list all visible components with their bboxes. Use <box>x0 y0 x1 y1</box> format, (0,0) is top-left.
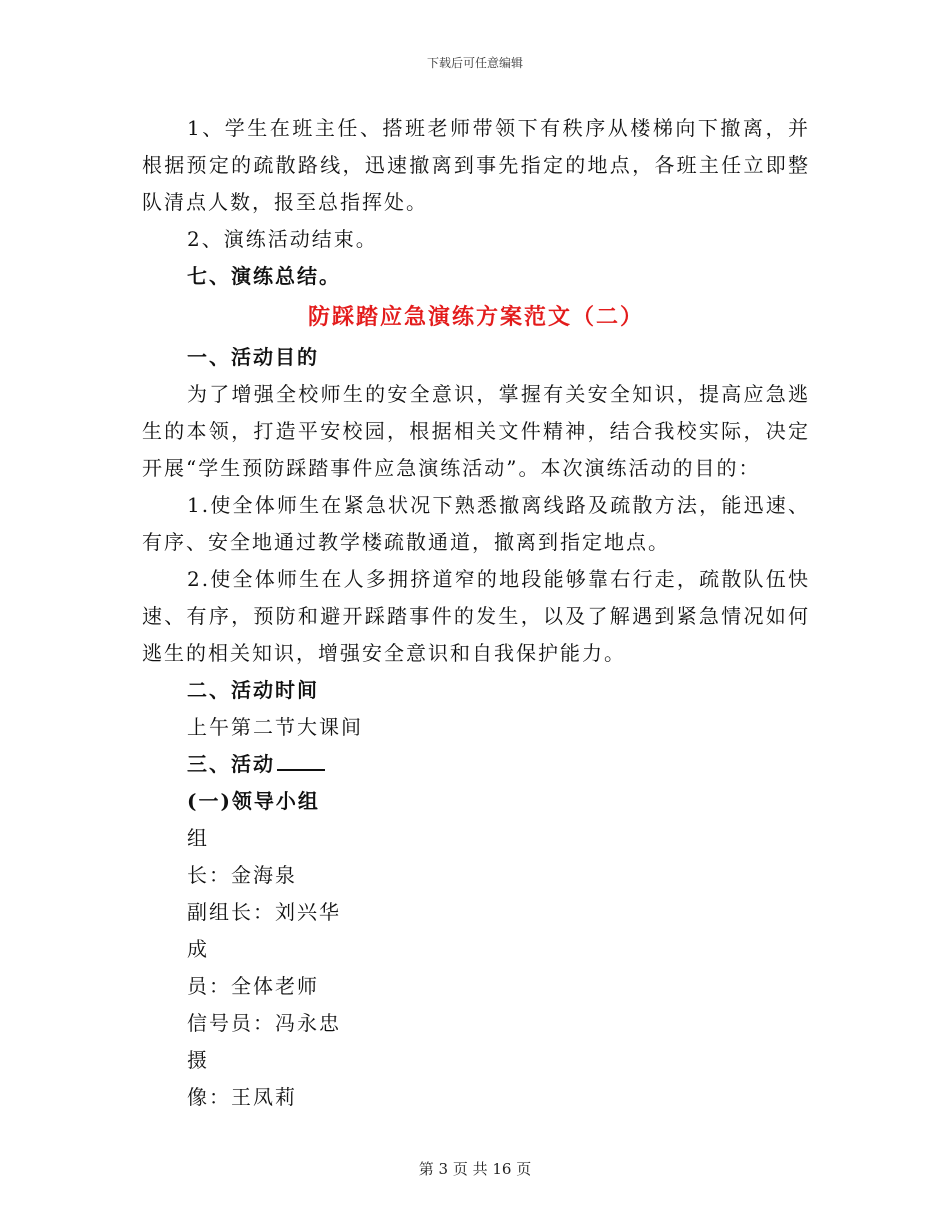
role-line: 信号员：冯永忠 <box>187 1011 341 1035</box>
role-line: 长：金海泉 <box>187 863 297 887</box>
paragraph-time: 上午第二节大课间 <box>187 715 363 739</box>
heading-time: 二、活动时间 <box>187 678 319 702</box>
role-line: 成 <box>187 937 209 961</box>
role-line: 摄 <box>187 1048 209 1072</box>
role-line: 员：全体老师 <box>187 974 319 998</box>
paragraph-goal-1: 1.使全体师生在紧急状况下熟悉撤离线路及疏散方法，能迅速、有序、安全地通过教学楼疏散通道，撤离到指定地点。 <box>142 493 810 554</box>
page-footer: 第 3 页 共 16 页 <box>418 1160 532 1178</box>
heading-activity <box>142 746 810 783</box>
document-body <box>142 110 810 1116</box>
paragraph-goal-2: 2.使全体师生在人多拥挤道窄的地段能够靠右行走，疏散队伍快速、有序，预防和避开踩踏事件的发生，以及了解遇到紧急情况如何逃生的相关知识，增强安全意识和自我保护能力。 <box>142 567 810 665</box>
paragraph-end: 2、演练活动结束。 <box>187 227 378 251</box>
role-line: 像：王凤莉 <box>187 1085 297 1109</box>
blank-line <box>277 751 325 771</box>
heading-leadership: (一)领导小组 <box>187 789 320 813</box>
paragraph-purpose: 为了增强全校师生的安全意识，掌握有关安全知识，提高应急逃生的本领，打造平安校园，根据相关文件精神，结合我校实际，决定开展“学生预防踩踏事件应急演练活动”。本次演练活动的目的： <box>142 382 810 480</box>
heading-purpose: 一、活动目的 <box>187 345 319 369</box>
paragraph-evacuation: 1、学生在班主任、搭班老师带领下有秩序从楼梯向下撤离，并根据预定的疏散路线，迅速撤离到事先指定的地点，各班主任立即整队清点人数，报至总指挥处。 <box>142 116 810 214</box>
role-line: 组 <box>187 826 209 850</box>
heading-summary: 七、演练总结。 <box>187 264 341 288</box>
page-header: 下载后可任意编辑 <box>426 56 523 70</box>
heading-activity-label: 三、活动 <box>187 752 275 776</box>
role-line: 副组长：刘兴华 <box>187 900 341 924</box>
document-title: 防踩踏应急演练方案范文（二） <box>307 304 644 330</box>
